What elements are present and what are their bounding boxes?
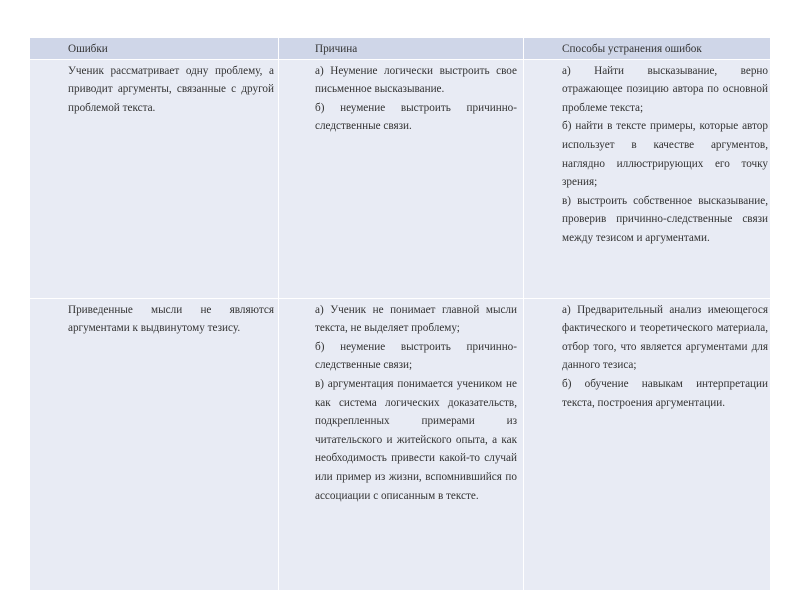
fix-item: б) обучение навыкам интерпретации текста, построения аргументации. bbox=[562, 377, 768, 409]
cause-item: в) аргументация понимается учеником не как система логических доказательств, подкрепленных примерами из читательского и житейского опыта, а как необходимость привести какой-то случай или пример из жизни, вспомнившийся по ассоциации с описанным в тексте. bbox=[315, 377, 517, 502]
fix-cell bbox=[524, 298, 771, 590]
header-cell-cause bbox=[279, 38, 524, 60]
error-text: Приведенные мысли не являются аргументами к выдвинутому тезису. bbox=[68, 303, 274, 335]
error-cell bbox=[30, 59, 279, 298]
cause-item: а) Неумение логически выстроить свое письменное высказывание. bbox=[315, 64, 517, 96]
header-fixes-label: Способы устранения ошибок bbox=[562, 43, 702, 55]
error-cell bbox=[30, 298, 279, 590]
fix-item: в) выстроить собственное высказывание, проверив причинно-следственные связи между тезисом и аргументами. bbox=[562, 194, 768, 244]
fix-item: а) Найти высказывание, верно отражающее позицию автора по основной проблеме текста; bbox=[562, 64, 768, 114]
table-row bbox=[30, 59, 771, 298]
cause-item: б) неумение выстроить причинно-следственные связи; bbox=[315, 340, 517, 372]
fix-item: а) Предварительный анализ имеющегося фактического и теоретического материала, отбор того, что является аргументами для данного тезиса; bbox=[562, 303, 768, 372]
cause-item: б) неумение выстроить причинно-следственные связи. bbox=[315, 101, 517, 133]
cause-cell bbox=[279, 298, 524, 590]
fix-item: б) найти в тексте примеры, которые автор использует в качестве аргументов, наглядно иллюстрирующих его точку зрения; bbox=[562, 120, 768, 189]
header-errors-label: Ошибки bbox=[68, 43, 108, 55]
header-cell-errors bbox=[30, 38, 279, 60]
table-header-row bbox=[30, 38, 771, 60]
header-cause-label: Причина bbox=[315, 43, 358, 55]
header-cell-fixes bbox=[524, 38, 771, 60]
cause-cell bbox=[279, 59, 524, 298]
cause-item: а) Ученик не понимает главной мысли текста, не выделяет проблему; bbox=[315, 303, 517, 335]
errors-table bbox=[29, 37, 771, 591]
table-row bbox=[30, 298, 771, 590]
error-text: Ученик рассматривает одну проблему, а приводит аргументы, связанные с другой проблемой текста. bbox=[68, 64, 274, 114]
fix-cell bbox=[524, 59, 771, 298]
